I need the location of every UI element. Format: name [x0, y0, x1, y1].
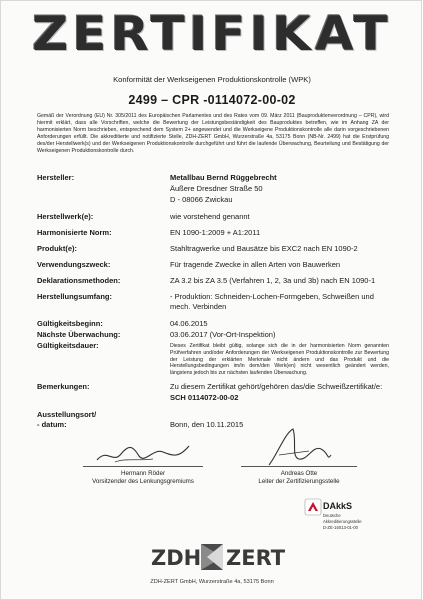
- bemerkungen-label: Bemerkungen:: [37, 382, 90, 391]
- methoden-label: Deklarationsmethoden:: [37, 276, 121, 285]
- norm-label: Harmonisierte Norm:: [37, 228, 112, 237]
- left-signature: [93, 434, 193, 468]
- produkte-label: Produkt(e):: [37, 244, 77, 253]
- ort-label-line2: - datum:: [37, 420, 67, 429]
- right-signature-line: [241, 466, 357, 467]
- ort-label-line1: Ausstellungsort/: [37, 410, 97, 419]
- hersteller-label: Hersteller:: [37, 173, 75, 182]
- hersteller-street: Äußere Dresdner Straße 50: [170, 184, 263, 193]
- herstellwerk-label: Herstellwerk(e):: [37, 212, 94, 221]
- dakks-subtext: [323, 513, 362, 530]
- dakks-title: DAkkS: [323, 501, 353, 511]
- title-banner: [1, 1, 423, 67]
- right-signer-name: Andreas Otte: [280, 470, 318, 477]
- left-signer-title: Vorsitzender des Lenkungsgremiums: [92, 478, 194, 485]
- logo-left-text: ZDH: [151, 546, 202, 570]
- ueberwachung-value: 03.06.2017 (Vor-Ort-Inspektion): [170, 330, 276, 339]
- norm-value: EN 1090-1:2009 + A1:2011: [170, 228, 261, 237]
- right-signature: [263, 425, 333, 469]
- zdh-zert-logo: [149, 541, 286, 573]
- left-signer-name: Hermann Röder: [120, 470, 166, 477]
- dauer-value: Dieses Zertifikat bleibt gültig, solange sich die in der harmonisierten Norm genannten Prüfverfahren und/oder Anforderungen der Werkseigenen Produktionskontrolle zur Bewertung der Leistung der erklärten Merkmale nicht ändern und das Produkt und die Herstellungsbedingungen im/in dem/den Werk(en) nicht wesentlich geändert werden, längstens jedoch bis zur nächsten laufenden Überwachung.: [170, 343, 389, 377]
- herstellwerk-value: wie vorstehend genannt: [170, 212, 250, 221]
- hersteller-city: D - 08066 Zwickau: [170, 195, 233, 204]
- certificate-title: ZERTIFIKAT: [32, 6, 392, 62]
- logo-right-text: ZERT: [226, 546, 286, 570]
- gueltig-ab-label: Gültigkeitsbeginn:: [37, 319, 103, 328]
- ueberwachung-label: Nächste Überwachung:: [37, 330, 121, 339]
- left-signature-line: [83, 466, 203, 467]
- ort-value: Bonn, den 10.11.2015: [170, 420, 244, 429]
- zweck-value: Für tragende Zwecke in allen Arten von Bauwerken: [170, 260, 341, 269]
- gueltig-ab-value: 04.06.2015: [170, 319, 208, 328]
- hersteller-name: Metallbau Bernd Rüggebrecht: [170, 173, 277, 182]
- methoden-value: ZA 3.2 bis ZA 3.5 (Verfahren 1, 2, 3a und 3b) nach EN 1090-1: [170, 276, 376, 285]
- umfang-value: - Produktion: Schneiden-Lochen-Formgeben, Schweißen und mech. Verbinden: [170, 292, 374, 311]
- certificate-number: 2499 – CPR -0114072-00-02: [128, 93, 296, 107]
- zweck-label: Verwendungszweck:: [37, 260, 111, 269]
- right-signer-title: Leiter der Zertifizierungsstelle: [258, 478, 340, 485]
- dakks-line1: Deutsche: [323, 513, 341, 518]
- subtitle: Konformität der Werkseigenen Produktionskontrolle (WPK): [113, 75, 311, 84]
- produkte-value: Stahltragwerke und Bausätze bis EXC2 nach EN 1090-2: [170, 244, 358, 253]
- bemerkungen-value: Zu diesem Zertifikat gehört/gehören das/die Schweißzertifikat/e:: [170, 382, 383, 391]
- dakks-accreditation-mark: [305, 497, 377, 545]
- umfang-label: Herstellungsumfang:: [37, 292, 113, 301]
- intro-paragraph: Gemäß der Verordnung (EU) Nr. 305/2011 des Europäischen Parlamentes und des Rates vom 09. März 2011 (Bauproduktenverordnung – CPR), wird hiermit erklärt, dass alle Vorschriften, welche die Bewertung der Leistungsbeständigkeit des Bauproduktes betreffen, wie im Anhang ZA der harmonisierten Norm beschrieben, entsprechend dem System 2+ angewendet und die Werkseigene Produktionskontrolle alle darin vorgeschriebenen Anforderungen erfüllt. Die akkreditierte und notifizierte Stelle, ZDH-ZERT GmbH, Wurzerstraße 4a, 53175 Bonn (NB-Nr. 2499) hat die Erstprüfung des/der Herstellwerk(s) und der Werkseigenen Produktionskontrolle durchgeführt und führt die laufende Überwachung, Beurteilung und Bestätigung der Werkseigenen Produktionskontrolle durch.: [37, 113, 389, 154]
- dauer-label: Gültigkeitsdauer:: [37, 341, 99, 350]
- dakks-logo-icon: [305, 499, 321, 515]
- dakks-line3: D-ZE-16013-01-00: [323, 524, 358, 530]
- footer-address: ZDH-ZERT GmbH, Wurzerstraße 4a, 53175 Bonn: [150, 579, 274, 585]
- bemerkungen-ref: SCH 0114072-00-02: [170, 393, 239, 402]
- dakks-line2: Akkreditierungsstelle: [323, 518, 362, 524]
